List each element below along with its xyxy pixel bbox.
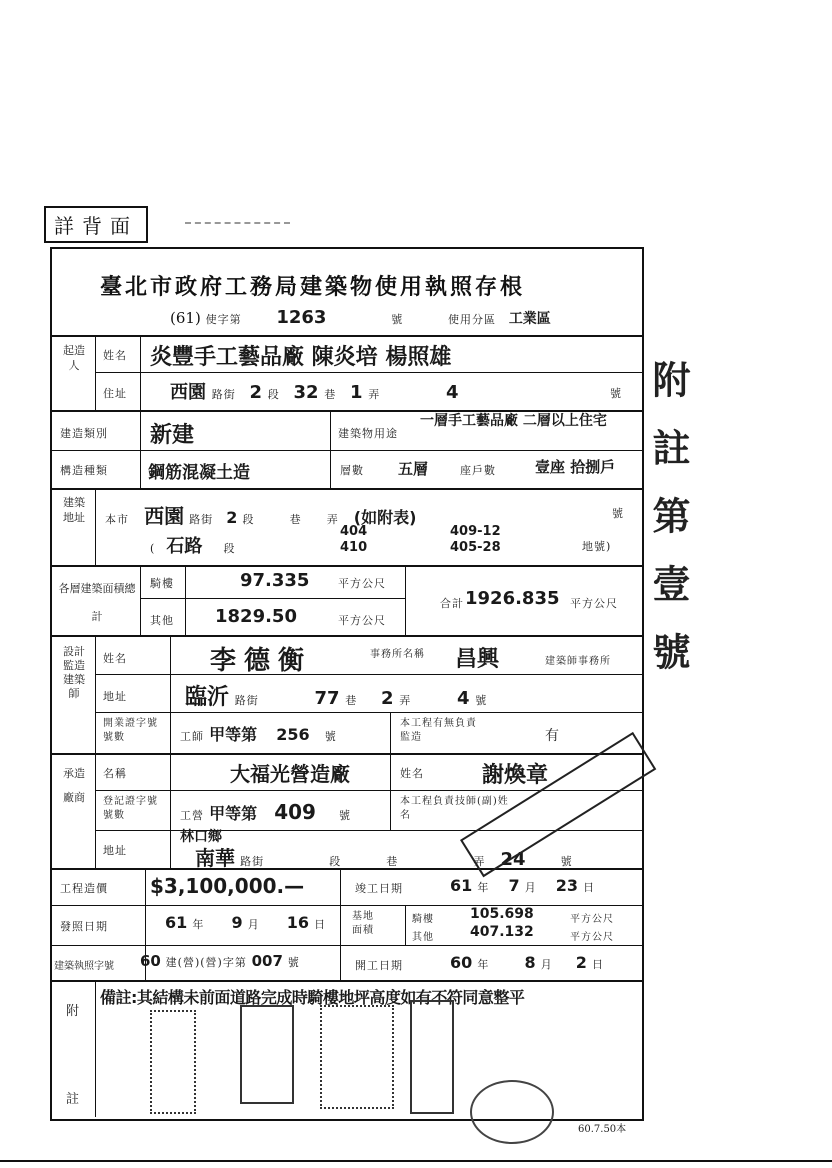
applicant-section: 2 [249,382,262,403]
architect-address [185,680,487,711]
area-total-label: 合計 [440,597,464,610]
build-permit-label: 建築執照字號 [54,961,114,972]
applicant-road-suffix: 路街 [211,388,236,401]
units-label: 座戶數 [460,464,496,477]
remarks-label: 附 [66,1004,81,1019]
issue-label: 發照日期 [60,920,108,933]
completion-year: 61 [450,876,473,895]
faint-stamp [185,198,290,224]
architect-no: 4 [457,688,470,709]
contractor-district: 林口鄉 [180,829,222,845]
structure-label: 構造種類 [60,464,108,477]
contractor-alley-label: 弄 [473,855,486,868]
zone-value: 工業區 [508,311,551,327]
area-arcade-unit: 平方公尺 [338,577,386,590]
contractor-person-label: 姓名 [400,767,424,780]
site-lot-prefix: ( [150,542,156,555]
contractor-no: 24 [500,849,526,870]
architect-alley: 2 [381,688,394,709]
site-lane-label: 巷 [289,513,302,526]
applicant-alley-label: 弄 [368,388,381,401]
base-arcade: 105.698 [470,906,534,922]
architect-license-label: 開業證字號號數 [103,718,158,743]
contractor-name: 大福光營造廠 [230,762,350,786]
completion-label: 竣工日期 [355,882,403,895]
issue-day: 16 [286,913,310,932]
applicant-no-label: 號 [610,387,622,400]
permit-number-row [170,307,551,328]
site-lots-ab [340,524,367,556]
permit-word: 使字第 [205,313,242,326]
issue-day-label: 日 [314,918,327,931]
contractor-road-suffix: 路街 [240,855,265,868]
architect-license-suffix: 號 [324,730,337,743]
footer-code: 60.7.50本 [578,1124,627,1135]
site-lot-c: 409-12 [450,524,501,539]
applicant-road: 西園 [170,382,206,403]
contractor-reg-label: 登記證字號號數 [103,796,158,821]
seal-round [470,1080,554,1144]
architect-supervise-label: 本工程有無負責監造 [400,718,477,743]
area-other: 1829.50 [215,606,297,627]
site-road: 西園 [144,504,185,528]
completion-month: 7 [508,876,520,895]
area-arcade-label: 騎樓 [150,577,174,590]
permit-suffix: 號 [391,313,404,326]
architect-road: 臨沂 [185,685,230,710]
usage-label: 建築物用途 [338,427,398,440]
area-arcade: 97.335 [240,570,310,591]
zone-label: 使用分區 [448,313,497,326]
side-text: 附註第壹號 [646,360,691,700]
contractor-section-label: 段 [329,855,342,868]
permit-year: (61) [170,309,201,327]
site-address-line2 [150,532,235,558]
applicant-lane-label: 巷 [324,388,337,401]
building-type: 新建 [150,423,195,448]
start-month-label: 月 [540,958,553,971]
applicant-no: 4 [446,382,459,403]
contractor-lane-label: 巷 [386,855,399,868]
site-group-label: 建築地址 [63,496,85,524]
cost-label: 工程造價 [60,882,108,895]
applicant-alley: 1 [350,382,363,403]
architect-lane: 77 [314,688,340,709]
site-lot-d: 405-28 [450,540,501,555]
architect-firm-suffix: 建築師事務所 [545,656,611,667]
applicant-section-label: 段 [267,388,280,401]
site-section-label: 段 [242,513,255,526]
architect-no-label: 號 [475,694,488,707]
usage: 一層手工藝品廠 二層以上住宅 [420,413,607,429]
contractor-no-label: 號 [560,855,573,868]
site-lot-a: 404 [340,524,368,539]
base-other: 407.132 [470,924,534,940]
architect-license [180,722,337,745]
issue-date [165,913,326,932]
applicant-name: 炎豐手工藝品廠 陳炎培 楊照雄 [150,345,452,370]
start-label: 開工日期 [355,959,403,972]
start-day: 2 [575,953,587,972]
base-other-label: 其他 [412,932,434,943]
units: 壹座 拾捌戶 [535,458,616,476]
architect-road-suffix: 路街 [234,694,259,707]
form-title: 臺北市政府工務局建築物使用執照存根 [100,274,526,300]
applicant-lane: 32 [293,382,319,403]
area-other-label: 其他 [150,614,174,627]
architect-supervise: 有 [545,728,560,744]
contractor-group-label: 承造廠商 [63,767,85,804]
start-year-label: 年 [477,958,490,971]
contractor-addr-label: 地址 [103,844,127,857]
area-total-unit: 平方公尺 [570,597,618,610]
site-road-suffix: 路街 [189,513,214,526]
build-permit-word: 建(營)(營)字第 [165,956,247,969]
site-lot-b: 410 [340,540,368,555]
site-note: (如附表) [353,508,417,527]
architect-license-grade: 甲等第 [209,725,258,744]
seal-4 [410,1000,454,1114]
remarks-label-2: 註 [66,1092,81,1107]
contractor-road: 南華 [195,846,235,870]
issue-year: 61 [165,913,188,932]
architect-group-label: 設計監造建築師 [63,645,85,700]
completion-day-label: 日 [583,881,596,894]
applicant-name-label: 姓名 [103,349,127,362]
site-alley-label: 弄 [326,513,339,526]
architect-addr-label: 地址 [103,690,127,703]
contractor-reg [180,800,351,824]
structure: 鋼筋混凝土造 [148,463,250,483]
architect-firm: 昌興 [455,647,500,672]
contractor-person: 謝煥章 [482,763,549,788]
issue-month-label: 月 [247,918,260,931]
start-year: 60 [450,953,473,972]
completion-year-label: 年 [477,881,490,894]
floors: 五層 [398,460,429,478]
contractor-tech-label: 本工程負責技師(副)姓名 [400,796,509,821]
contractor-reg-no: 409 [274,800,316,824]
architect-license-no: 256 [276,725,310,744]
completion-date [450,876,595,895]
architect-lane-label: 巷 [345,694,358,707]
contractor-name-label: 名稱 [103,767,127,780]
site-city: 本市 [105,513,129,526]
header-box: 詳背面 [44,206,148,243]
base-arcade-unit: 平方公尺 [570,914,614,925]
area-total: 1926.835 [465,588,560,609]
architect-firm-label: 事務所名稱 [370,649,425,660]
floors-label: 層數 [340,464,364,477]
completion-month-label: 月 [524,881,537,894]
build-permit [140,952,300,970]
area-other-unit: 平方公尺 [338,614,386,627]
build-permit-year: 60 [140,952,161,970]
base-arcade-label: 騎樓 [412,914,434,925]
permit-number: 1263 [276,307,327,328]
contractor-reg-suffix: 號 [339,809,352,822]
start-date [450,953,604,972]
applicant-group-label: 起造人 [63,344,85,372]
completion-day: 23 [555,876,579,895]
issue-month: 9 [231,913,243,932]
start-day-label: 日 [592,958,605,971]
cost: $3,100,000.— [150,874,305,898]
build-permit-suffix: 號 [287,956,300,969]
base-other-unit: 平方公尺 [570,932,614,943]
seal-2 [240,1005,294,1104]
contractor-reg-grade: 甲等第 [209,804,258,823]
architect-name: 李德衡 [210,646,313,676]
issue-year-label: 年 [192,918,205,931]
applicant-address [170,378,459,404]
architect-name-label: 姓名 [103,652,127,665]
architect-license-prefix: 工師 [180,730,204,743]
remarks: 備註:其結構未前面道路完成時騎樓地坪高度如有不符同意整平 [100,988,525,1007]
start-month: 8 [524,953,536,972]
site-lots-cd [450,524,501,556]
site-no-label: 號 [612,507,624,520]
applicant-addr-label: 住址 [103,387,127,400]
seal-1 [150,1010,196,1114]
site-lot-suffix: 地號) [582,540,612,553]
site-address-line1 [105,500,416,529]
seal-3 [320,1005,394,1109]
site-section: 2 [226,508,238,527]
area-group-label: 各層建築面積總計 [58,582,136,623]
contractor-reg-prefix: 工營 [180,809,204,822]
base-area-label: 基地面積 [352,911,374,936]
site-lot-section-label: 段 [223,542,236,555]
build-permit-no: 007 [251,952,283,970]
site-lot-area: 石路 [166,536,203,557]
building-type-label: 建造類別 [60,427,108,440]
architect-alley-label: 弄 [399,694,412,707]
